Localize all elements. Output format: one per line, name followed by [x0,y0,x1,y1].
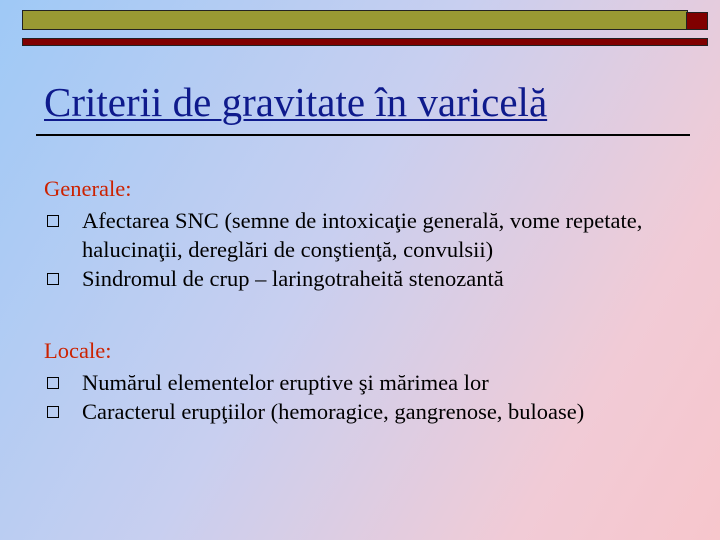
hollow-square-bullet-icon [47,406,59,418]
locale-bullet-list [44,368,704,426]
olive-bar [22,10,688,30]
bullet-text: Afectarea SNC (semne de intoxicaţie generală, vome repetate, halucinaţii, dereglări de conştienţă, convulsii) [82,208,643,262]
title-divider [36,134,690,136]
section-heading-generale: Generale: [44,176,132,201]
bullet-text: Caracterul erupţiilor (hemoragice, gangrenose, buloase) [82,399,585,424]
list-item [44,206,704,264]
maroon-bar [22,38,708,46]
hollow-square-bullet-icon [47,215,59,227]
hollow-square-bullet-icon [47,273,59,285]
maroon-square [686,12,708,30]
slide-title: Criterii de gravitate în varicelă [44,79,548,125]
list-item [44,264,704,293]
decorative-top-bar [22,10,708,40]
list-item [44,368,704,397]
bullet-text: Numărul elementelor eruptive şi mărimea lor [82,370,489,395]
section-heading-locale: Locale: [44,338,112,363]
hollow-square-bullet-icon [47,377,59,389]
list-item [44,397,704,426]
bullet-text: Sindromul de crup – laringotraheită stenozantă [82,266,504,291]
generale-bullet-list [44,206,704,293]
